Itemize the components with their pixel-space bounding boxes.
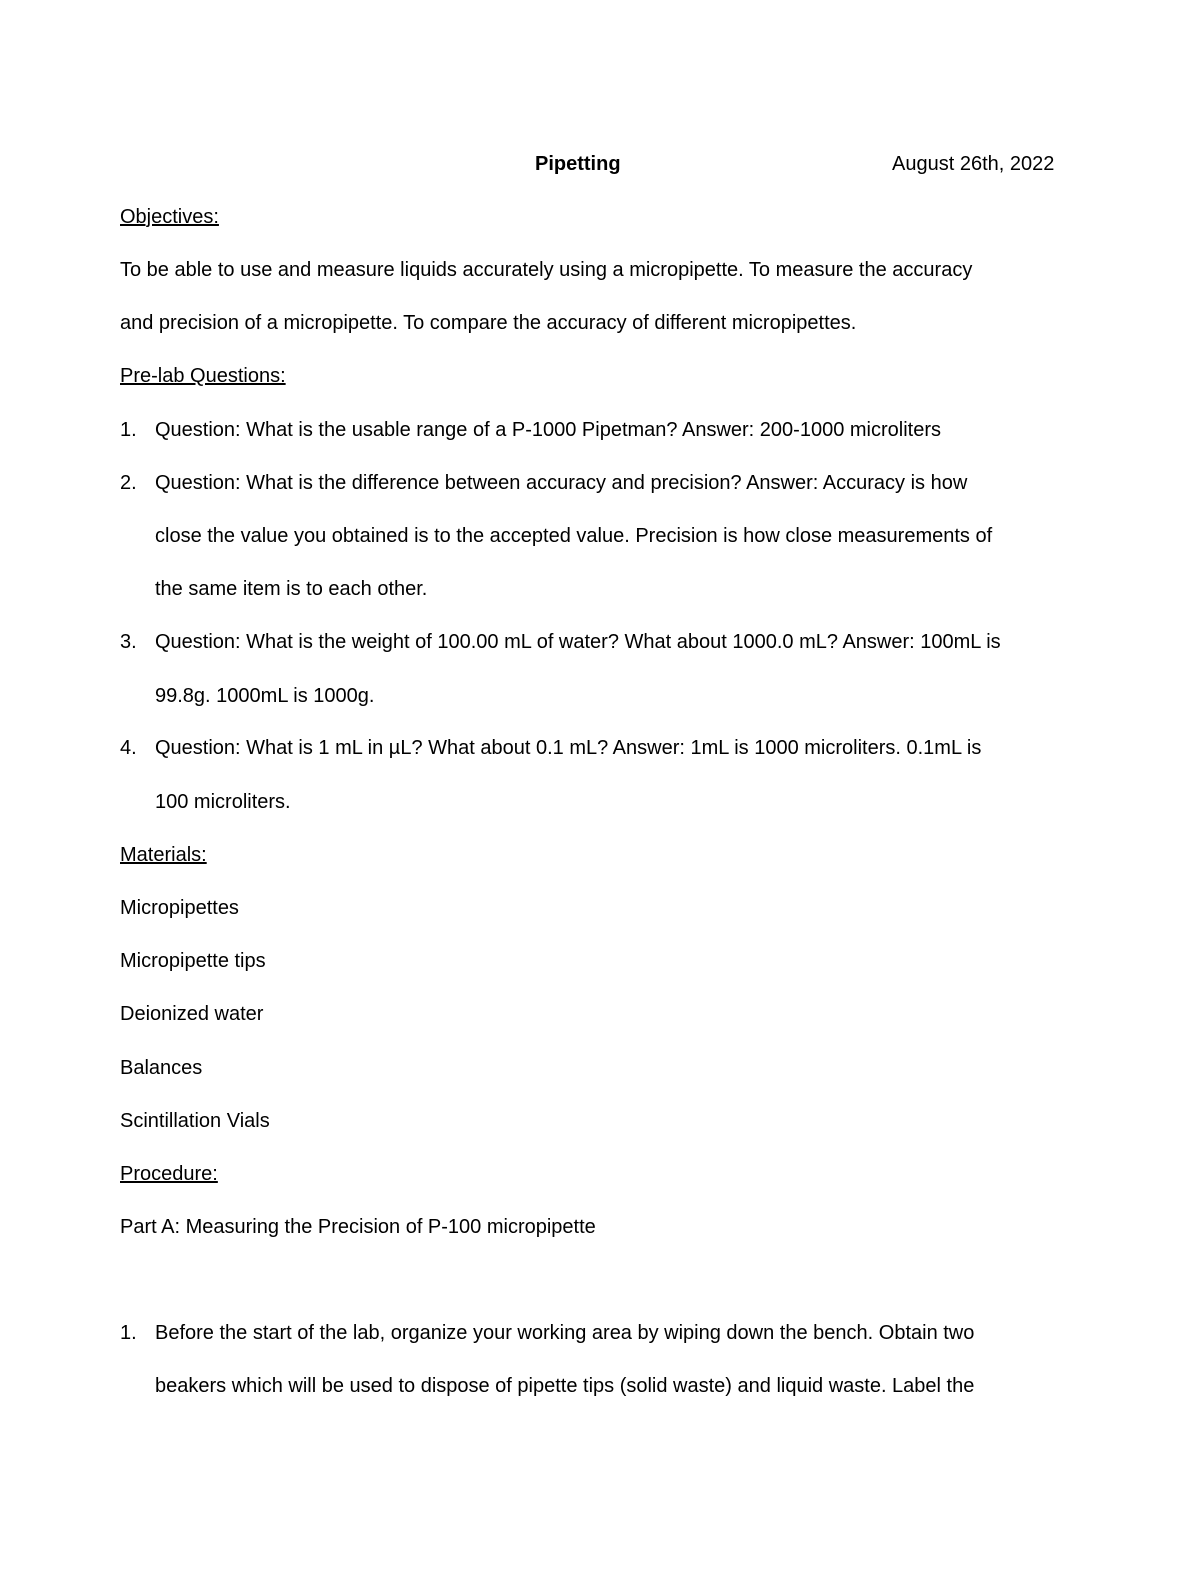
objectives-line: To be able to use and measure liquids accurately using a micropipette. To measure the accuracy bbox=[120, 259, 973, 281]
procedure-part-a-title: Part A: Measuring the Precision of P-100 micropipette bbox=[120, 1216, 596, 1238]
objectives-heading: Objectives: bbox=[120, 206, 219, 228]
procedure-step-number: 1. bbox=[120, 1322, 137, 1344]
prelab-item-number: 1. bbox=[120, 419, 137, 441]
prelab-item-text: close the value you obtained is to the accepted value. Precision is how close measurements of bbox=[155, 525, 993, 547]
materials-item: Scintillation Vials bbox=[120, 1110, 270, 1132]
prelab-item-number: 2. bbox=[120, 472, 137, 494]
prelab-item-text: 99.8g. 1000mL is 1000g. bbox=[155, 685, 375, 707]
prelab-item-text: Question: What is the difference between accuracy and precision? Answer: Accuracy is how bbox=[155, 472, 968, 494]
prelab-item-text: 100 microliters. bbox=[155, 791, 291, 813]
materials-item: Balances bbox=[120, 1057, 203, 1079]
prelab-item-number: 3. bbox=[120, 631, 137, 653]
objectives-line: and precision of a micropipette. To compare the accuracy of different micropipettes. bbox=[120, 312, 857, 334]
document-title: Pipetting bbox=[535, 153, 621, 175]
prelab-item-text: Question: What is the weight of 100.00 mL of water? What about 1000.0 mL? Answer: 100mL is bbox=[155, 631, 1001, 653]
materials-item: Micropipette tips bbox=[120, 950, 266, 972]
prelab-heading: Pre-lab Questions: bbox=[120, 365, 286, 387]
prelab-item-text: Question: What is 1 mL in µL? What about 0.1 mL? Answer: 1mL is 1000 microliters. 0.1mL is bbox=[155, 737, 982, 759]
prelab-item-text: the same item is to each other. bbox=[155, 578, 428, 600]
procedure-step-text: Before the start of the lab, organize your working area by wiping down the bench. Obtain two bbox=[155, 1322, 975, 1344]
prelab-item-number: 4. bbox=[120, 737, 137, 759]
materials-item: Deionized water bbox=[120, 1003, 264, 1025]
procedure-heading: Procedure: bbox=[120, 1163, 218, 1185]
materials-item: Micropipettes bbox=[120, 897, 239, 919]
materials-heading: Materials: bbox=[120, 844, 207, 866]
procedure-step-text: beakers which will be used to dispose of pipette tips (solid waste) and liquid waste. Label the bbox=[155, 1375, 975, 1397]
prelab-item-text: Question: What is the usable range of a P-1000 Pipetman? Answer: 200-1000 microliters bbox=[155, 419, 941, 441]
document-date: August 26th, 2022 bbox=[892, 153, 1055, 175]
